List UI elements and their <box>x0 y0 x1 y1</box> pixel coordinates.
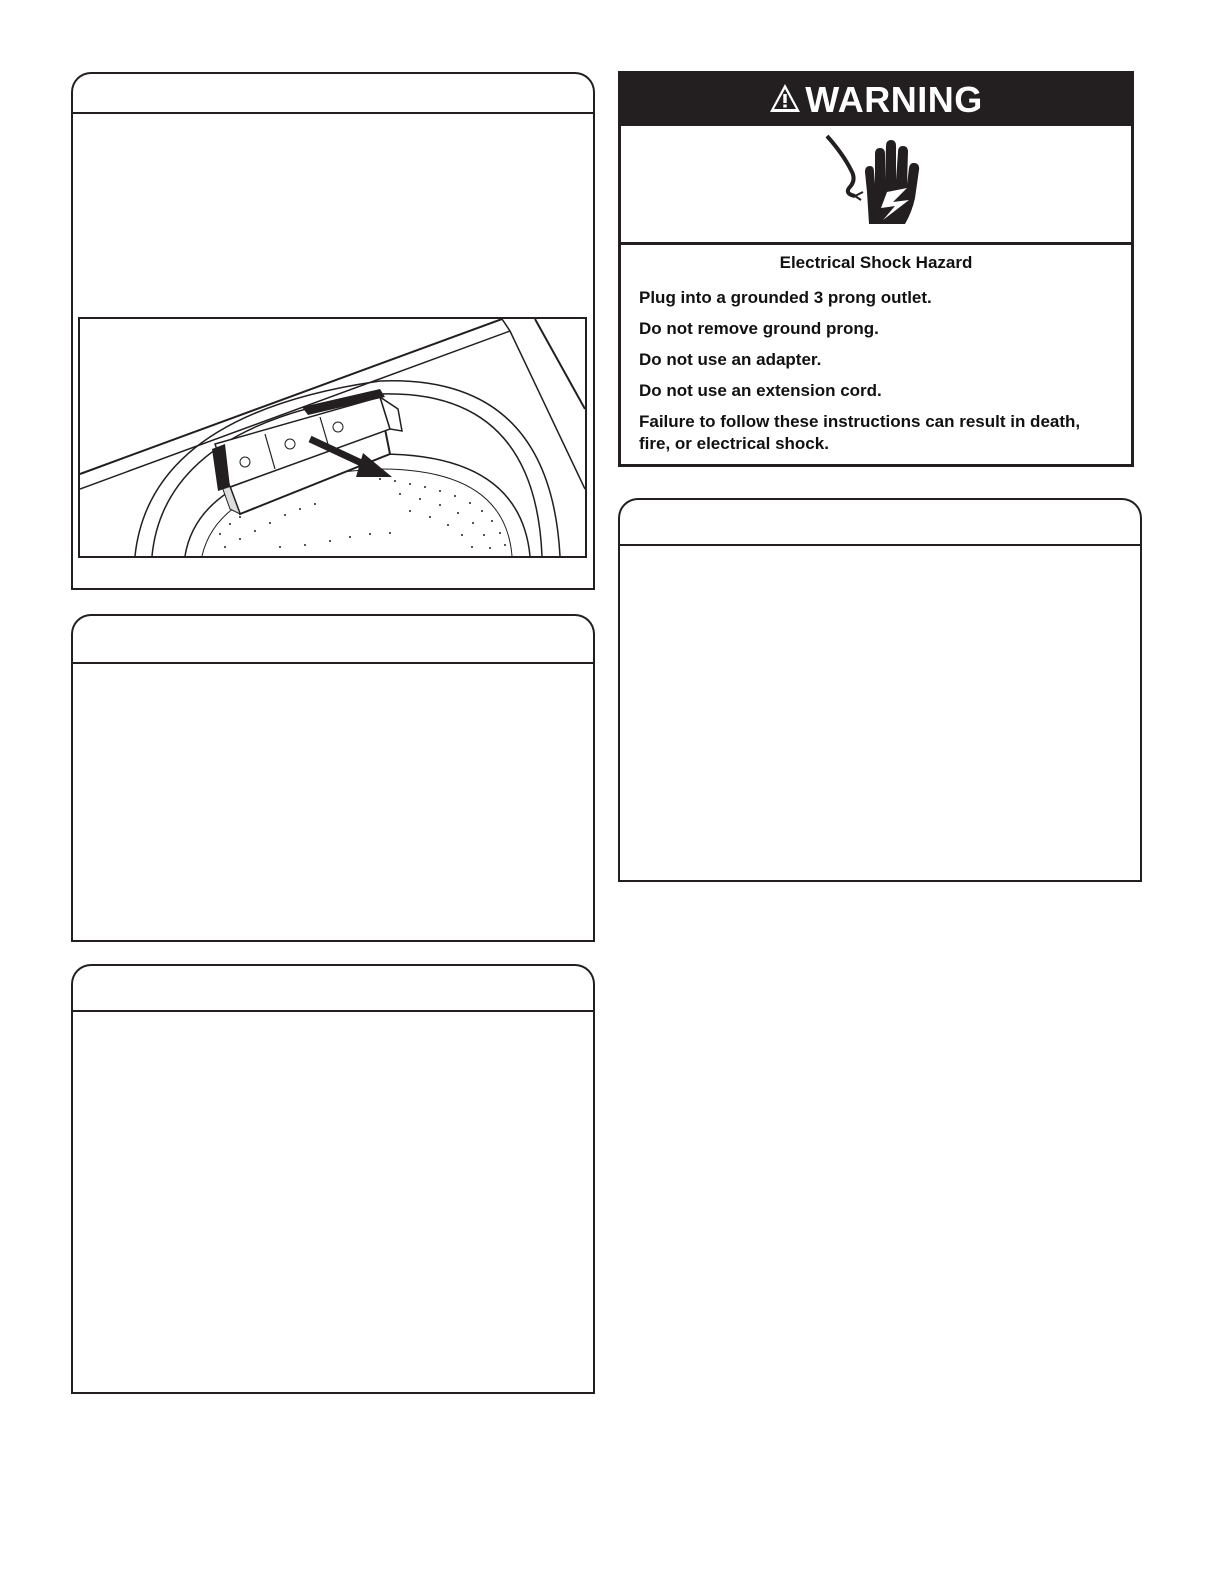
warning-triangle-icon <box>769 83 801 118</box>
section-tab-header <box>71 614 595 664</box>
section-box-4 <box>618 498 1142 882</box>
warning-line-4: Do not use an extension cord. <box>639 381 882 400</box>
hazard-title: Electrical Shock Hazard <box>779 253 973 272</box>
warning-line-5: Failure to follow these instructions can result in death, fire, or electrical shock. <box>639 412 1081 453</box>
warning-title: WARNING <box>805 79 983 120</box>
warning-header-bar <box>621 74 1131 126</box>
electrical-shock-hand-icon <box>821 132 931 237</box>
section-tab-header <box>71 72 595 114</box>
electrical-warning-box <box>618 71 1134 467</box>
warning-line-1: Plug into a grounded 3 prong outlet. <box>639 288 932 307</box>
section-body <box>71 1010 595 1394</box>
section-box-2 <box>71 614 595 942</box>
section-body <box>71 662 595 942</box>
hazard-symbol-area <box>621 126 1131 245</box>
section-tab-header <box>71 964 595 1012</box>
warning-line-2: Do not remove ground prong. <box>639 319 879 338</box>
section-body <box>618 544 1142 882</box>
section-box-3 <box>71 964 595 1394</box>
warning-line-3: Do not use an adapter. <box>639 350 822 369</box>
washer-dispenser-drawer-illustration <box>78 317 587 558</box>
section-tab-header <box>618 498 1142 546</box>
warning-text-block <box>621 245 1131 455</box>
